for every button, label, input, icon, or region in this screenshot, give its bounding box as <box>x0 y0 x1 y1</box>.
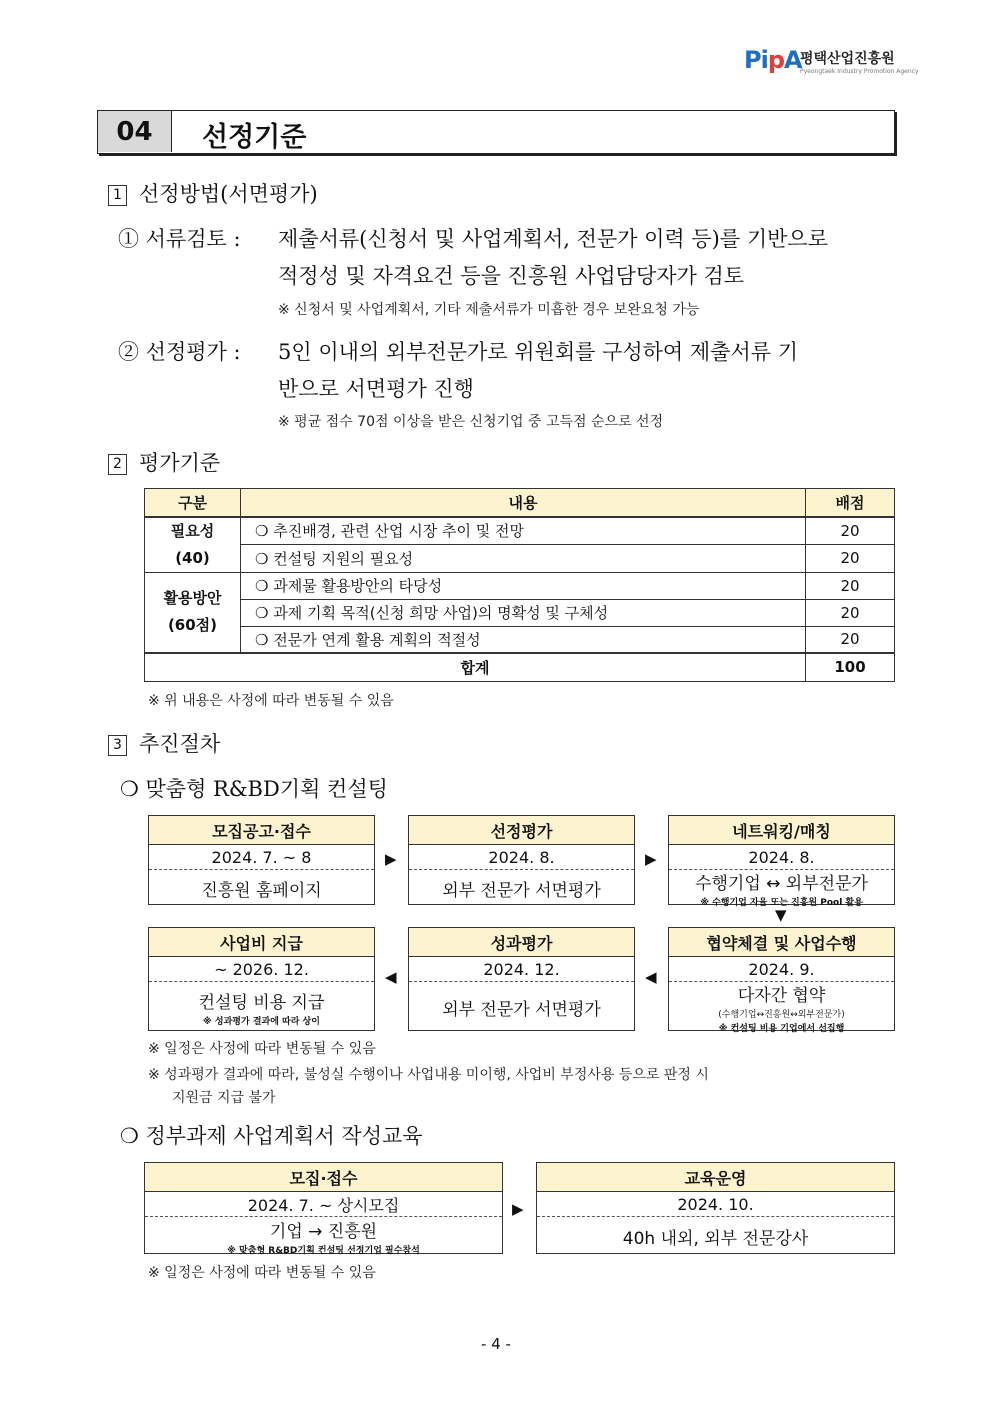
item2-line2: 반으로 서면평가 진행 <box>278 377 474 401</box>
flow-step-agreement <box>668 927 895 1034</box>
flow-step-body: 다자간 협약 (수행기업↔진흥원↔외부전문가) ※ 컨설팅 비용 기업에서 선집행 <box>718 985 845 1034</box>
flow2-step-recruitment <box>144 1162 503 1254</box>
flow-step-selection <box>408 815 635 905</box>
item1-note: ※ 신청서 및 사업계획서, 기타 제출서류가 미흡한 경우 보완요청 가능 <box>278 302 700 318</box>
flow2-note: ※ 일정은 사정에 따라 변동될 수 있음 <box>148 1265 376 1281</box>
flow-step-date: 2024. 10. <box>537 1192 894 1217</box>
flow-step-head: 교육운영 <box>537 1163 894 1192</box>
total-label: 합계 <box>145 653 806 681</box>
table-row <box>145 599 895 626</box>
flow-step-date: 2024. 7. ~ 상시모집 <box>145 1192 502 1217</box>
section-header <box>97 110 895 154</box>
arrow-right-icon: ▶ <box>512 1200 524 1218</box>
flow-step-body: 외부 전문가 서면평가 <box>442 999 601 1020</box>
heading-number-box: 1 <box>108 185 127 206</box>
category-necessity: 필요성 (40) <box>145 517 241 573</box>
table-row <box>145 517 895 545</box>
table-header-row <box>145 489 895 517</box>
evaluation-table <box>144 488 895 682</box>
heading-number-box: 3 <box>108 735 127 756</box>
flow-step-date: 2024. 12. <box>409 957 634 982</box>
row-content: ❍ 과제 기획 목적(신청 희망 사업)의 명확성 및 구체성 <box>241 599 806 626</box>
agency-logo <box>744 44 919 80</box>
flow1-note2-line2: 지원금 지급 불가 <box>172 1090 276 1106</box>
flow-step-head: 네트워킹/매칭 <box>669 816 894 845</box>
heading-evaluation-criteria: 2 평가기준 <box>108 447 220 477</box>
flow-step-date: 2024. 7. ~ 8 <box>149 845 374 870</box>
row-score: 20 <box>806 572 895 599</box>
logo-name: 평택산업진흥원 <box>800 51 895 67</box>
item1-line2: 적정성 및 자격요건 등을 진흥원 사업담당자가 검토 <box>278 264 745 288</box>
table-row <box>145 544 895 572</box>
row-score: 20 <box>806 626 895 653</box>
item2-note: ※ 평균 점수 70점 이상을 받은 신청기업 중 고득점 순으로 선정 <box>278 414 664 430</box>
flow-step-date: 2024. 8. <box>409 845 634 870</box>
item2-label: ② 선정평가 : <box>118 340 241 364</box>
flow-step-date: ~ 2026. 12. <box>149 957 374 982</box>
flow1-note2-line1: ※ 성과평가 결과에 따라, 불성실 수행이나 사업내용 미이행, 사업비 부정사용 등으로 판정 시 <box>148 1067 709 1083</box>
heading-selection-method: 1 선정방법(서면평가) <box>108 178 318 208</box>
row-score: 20 <box>806 599 895 626</box>
subheading-consulting: ❍ 맞춤형 R&BD기획 컨설팅 <box>120 777 388 801</box>
flow-step-head: 협약체결 및 사업수행 <box>669 928 894 957</box>
category-utilization: 활용방안 (60점) <box>145 572 241 653</box>
flow-step-body: 진흥원 홈페이지 <box>201 880 322 901</box>
arrow-left-icon: ◀ <box>645 968 657 986</box>
arrow-right-icon: ▶ <box>385 850 397 868</box>
section-title: 선정기준 <box>202 122 307 153</box>
page-number: - 4 - <box>481 1335 511 1353</box>
heading-number-box: 2 <box>108 454 127 475</box>
section-number: 04 <box>98 111 172 152</box>
flow-step-body: 컨설팅 비용 지급 ※ 성과평가 결과에 따라 상이 <box>198 992 325 1027</box>
flow-step-body: 40h 내외, 외부 전문강사 <box>622 1228 809 1249</box>
item1-label: ① 서류검토 : <box>118 227 241 251</box>
flow-step-date: 2024. 9. <box>669 957 894 982</box>
logo-subtitle: Pyeongtaek Industry Promotion Agency <box>800 68 919 75</box>
table-total-row <box>145 653 895 681</box>
item2-line1: 5인 이내의 외부전문가로 위원회를 구성하여 제출서류 기 <box>278 340 798 364</box>
row-content: ❍ 추진배경, 관련 산업 시장 추이 및 전망 <box>241 517 806 545</box>
row-score: 20 <box>806 517 895 545</box>
row-content: ❍ 컨설팅 지원의 필요성 <box>241 544 806 572</box>
flow-step-date: 2024. 8. <box>669 845 894 870</box>
flow-step-payment <box>148 927 375 1031</box>
subheading-education: ❍ 정부과제 사업계획서 작성교육 <box>120 1124 423 1148</box>
flow2-step-education <box>536 1162 895 1254</box>
flow-step-head: 성과평가 <box>409 928 634 957</box>
flow-step-body: 수행기업 ↔ 외부전문가 ※ 수행기업 자율 또는 진흥원 Pool 활용 <box>695 873 868 908</box>
header-content: 내용 <box>241 489 806 517</box>
total-score: 100 <box>806 653 895 681</box>
arrow-down-icon: ▼ <box>775 906 787 924</box>
arrow-right-icon: ▶ <box>645 850 657 868</box>
row-content: ❍ 전문가 연계 활용 계획의 적절성 <box>241 626 806 653</box>
flow-step-head: 모집·접수 <box>145 1163 502 1192</box>
item1-line1: 제출서류(신청서 및 사업계획서, 전문가 이력 등)를 기반으로 <box>278 227 828 251</box>
table-note: ※ 위 내용은 사정에 따라 변동될 수 있음 <box>148 693 394 709</box>
flow-step-head: 사업비 지급 <box>149 928 374 957</box>
flow-step-body: 기업 → 진흥원 ※ 맞춤형 R&BD기획 컨설팅 선정기업 필수참석 <box>227 1221 420 1256</box>
flow-step-head: 모집공고·접수 <box>149 816 374 845</box>
header-category: 구분 <box>145 489 241 517</box>
row-content: ❍ 과제물 활용방안의 타당성 <box>241 572 806 599</box>
row-score: 20 <box>806 544 895 572</box>
arrow-left-icon: ◀ <box>385 968 397 986</box>
flow-step-recruitment <box>148 815 375 905</box>
flow-step-head: 선정평가 <box>409 816 634 845</box>
flow1-note1: ※ 일정은 사정에 따라 변동될 수 있음 <box>148 1041 376 1057</box>
header-score: 배점 <box>806 489 895 517</box>
flow-step-body: 외부 전문가 서면평가 <box>442 880 601 901</box>
logo-mark: PipA <box>744 46 802 74</box>
heading-procedure: 3 추진절차 <box>108 728 220 758</box>
flow-step-performance <box>408 927 635 1031</box>
table-row <box>145 626 895 653</box>
table-row <box>145 572 895 599</box>
flow-step-matching <box>668 815 895 908</box>
